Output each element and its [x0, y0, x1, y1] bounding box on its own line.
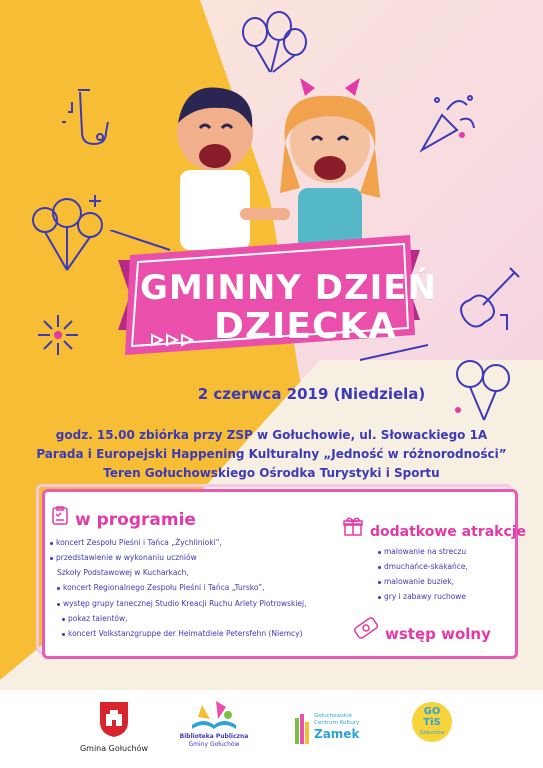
- play-arrows-icon: [150, 333, 196, 347]
- gotis-label-2: TiS: [423, 717, 441, 728]
- program-item: występ grupy tanecznej Studio Kreacji Ruchu Arlety Piotrowskiej,: [57, 599, 307, 608]
- firework-icon: [28, 305, 88, 365]
- gotis-label-1: GO: [423, 706, 441, 717]
- party-popper-icon: [412, 90, 482, 160]
- extras-item: malowanie buziek,: [378, 577, 454, 586]
- balloons-icon: [235, 10, 315, 80]
- library-label-2: Gminy Gołuchów: [188, 741, 240, 748]
- info-line-venue: Teren Gołuchowskiego Ośrodka Turystyki i Sportu: [103, 466, 440, 480]
- zamek-label-1: Gołuchowskie: [314, 713, 353, 719]
- gmina-coat-of-arms-icon: [98, 700, 130, 738]
- program-item: pokaz talentów,: [62, 614, 128, 623]
- guitar-icon: [455, 260, 525, 340]
- extras-item: dmuchańce-skakańce,: [378, 562, 468, 571]
- zamek-logo-icon: [293, 712, 311, 746]
- clipboard-icon: [52, 505, 68, 525]
- library-label-1: Biblioteka Publiczna: [179, 733, 249, 740]
- program-title: w programie: [75, 510, 196, 530]
- ticket-icon: [353, 617, 379, 639]
- title-line-1: GMINNY DZIEŃ: [140, 268, 437, 308]
- library-logo-icon: [188, 697, 240, 731]
- event-date: 2 czerwca 2019 (Niedziela): [197, 385, 426, 403]
- footer: [0, 690, 543, 768]
- extras-title: dodatkowe atrakcje: [370, 524, 527, 540]
- balloons-left-icon: [25, 185, 115, 285]
- info-line-gathering: godz. 15.00 zbiórka przy ZSP w Gołuchowie, ul. Słowackiego 1A: [55, 428, 488, 442]
- program-item: koncert Zespołu Pieśni i Tańca „Żychlinioki”,: [50, 538, 222, 547]
- zamek-label-2: Centrum Kultury: [314, 720, 360, 726]
- gotis-label-3: Gołuchów: [419, 730, 445, 736]
- extras-item: gry i zabawy ruchowe: [378, 592, 466, 601]
- program-item: koncert Regionalnego Zespołu Pieśni i Tańca „Tursko”,: [57, 583, 264, 592]
- info-line-parade: Parada i Europejski Happening Kulturalny „Jedność w różnorodności”: [36, 447, 507, 461]
- extras-item: malowanie na streczu: [378, 547, 466, 556]
- gmina-label: Gmina Gołuchów: [79, 744, 149, 753]
- title-line-2: DZIECKA: [214, 306, 398, 347]
- program-item-continued: Szkoły Podstawowej w Kucharkach,: [57, 568, 189, 577]
- free-entry: wstęp wolny: [385, 625, 491, 643]
- zamek-label-3: Zamek: [314, 727, 360, 741]
- program-item: koncert Volkstanzgruppe der Heimatdiele Petersfehn (Niemcy): [62, 629, 303, 638]
- program-item: przedstawienie w wykonaniu uczniów: [50, 553, 197, 562]
- saxophone-icon: [60, 82, 120, 162]
- gift-icon: [343, 516, 363, 536]
